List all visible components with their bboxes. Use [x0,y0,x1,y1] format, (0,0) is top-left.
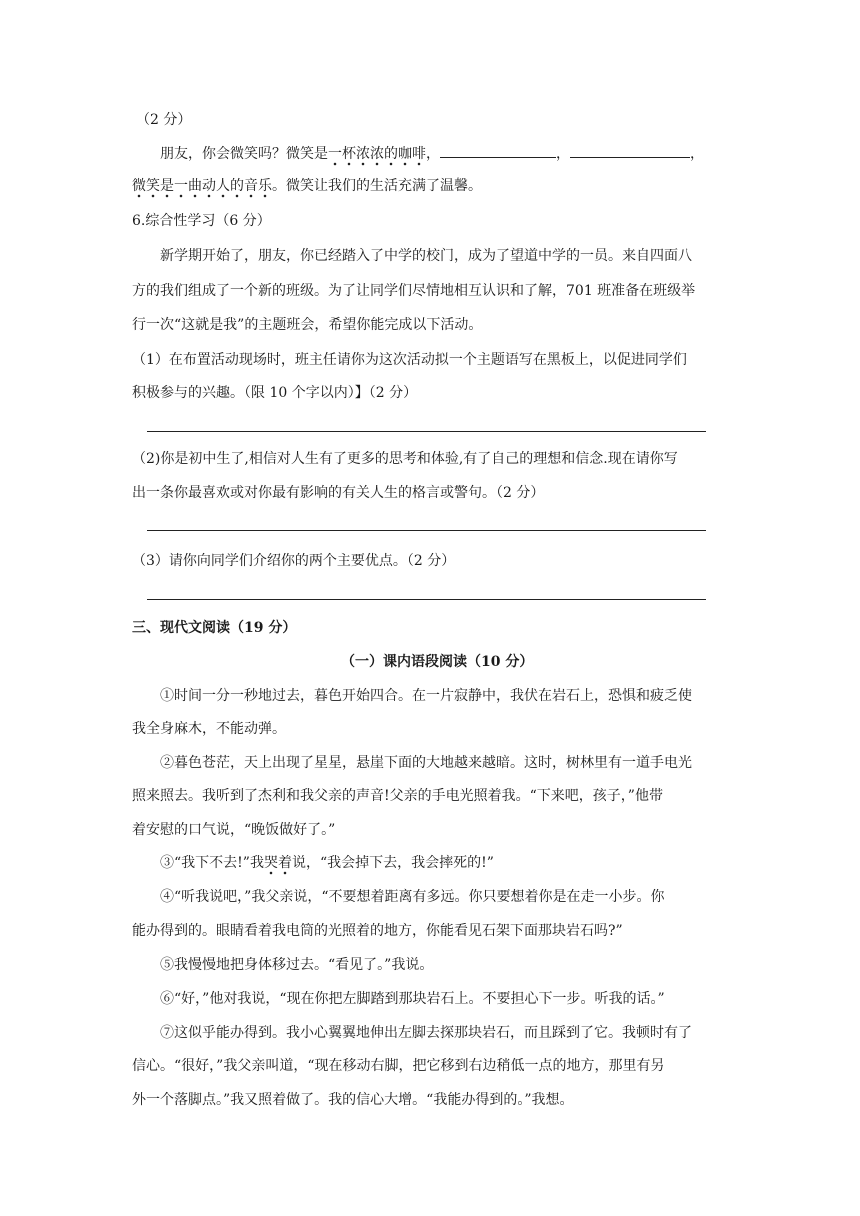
emphasized-text: 微笑是一曲动人的音乐 [132,178,272,199]
text: ③“我下不去!”我 [160,855,264,871]
reading-line: 能办得到的。眼睛看着我电筒的光照着的地方，你能看见石架下面那块岩石吗?” [132,923,623,939]
reading-line: ⑤我慢慢地把身体移过去。“看见了。”我说。 [160,957,434,973]
question-score: （2 分） [136,112,192,128]
paragraph-line: 新学期开始了，朋友，你已经踏入了中学的校门，成为了望道中学的一员。来自四面八 [160,248,692,264]
reading-line: ②暮色苍茫，天上出现了星星，悬崖下面的大地越来越暗。这时，树林里有一道手电光 [160,755,692,771]
reading-line [160,853,494,873]
reading-line: ①时间一分一秒地过去，暮色开始四合。在一片寂静中，我伏在岩石上，恐惧和疲乏使 [160,688,692,704]
text: ， [426,146,440,162]
emphasized-text: 一杯浓浓的咖啡 [328,146,426,167]
reading-line: 着安慰的口气说，“晚饭做好了。” [132,822,336,838]
imitation-sentence-line1: 朋友，你会微笑吗？微笑是一杯浓浓的咖啡， ， ， [160,143,704,164]
subsection-title: （一）课内语段阅读（10 分） [341,654,534,670]
answer-blank[interactable] [440,143,556,158]
emphasized-text: 哭着 [264,855,292,876]
text: 。微笑让我们的生活充满了温馨。 [272,178,482,194]
reading-line: 我全身麻木，不能动弹。 [132,721,286,737]
reading-line: 信心。“很好，”我父亲叫道，“现在移动右脚，把它移到右边稍低一点的地方，那里有另 [132,1058,665,1074]
text: ， [556,146,570,162]
answer-line[interactable] [147,530,706,531]
text: 说，“我会掉下去，我会摔死的!” [291,855,494,871]
answer-line[interactable] [147,599,706,600]
question-2: （2)你是初中生了,相信对人生有了更多的思考和体验,有了自己的理想和信念.现在请你写 [132,451,678,467]
question-1-cont: 积极参与的兴趣。（限 10 个字以内）】（2 分） [132,385,418,401]
paragraph-line: 行一次“这就是我”的主题班会，希望你能完成以下活动。 [132,317,483,333]
imitation-sentence-line2 [132,176,482,196]
answer-blank[interactable] [570,143,690,158]
question-2-cont: 出一条你最喜欢或对你最有影响的有关人生的格言或警句。（2 分） [132,485,545,501]
reading-line: ⑦这似乎能办得到。我小心翼翼地伸出左脚去探那块岩石，而且踩到了它。我顿时有了 [160,1025,692,1041]
question-3: （3）请你向同学们介绍你的两个主要优点。（2 分） [132,553,456,569]
reading-line: 外一个落脚点。”我又照着做了。我的信心大增。“我能办得到的。”我想。 [132,1092,574,1108]
question-1: （1）在布置活动现场时，班主任请你为这次活动拟一个主题语写在黑板上，以促进同学们 [132,352,687,368]
section-title: 三、现代文阅读（19 分） [132,620,297,636]
paragraph-line: 方的我们组成了一个新的班级。为了让同学们尽情地相互认识和了解，701 班准备在班级举 [132,283,696,299]
reading-line: 照来照去。我听到了杰利和我父亲的声音!父亲的手电光照着我。“下来吧，孩子，”他带 [132,788,663,804]
answer-line[interactable] [147,431,706,432]
reading-line: ④“听我说吧，”我父亲说，“不要想着距离有多远。你只要想着你是在走一小步。你 [160,889,665,905]
reading-line: ⑥“好，”他对我说，“现在你把左脚踏到那块岩石上。不要担心下一步。听我的话。” [160,991,665,1007]
section-heading: 6.综合性学习（6 分） [132,213,271,229]
text: 朋友，你会微笑吗？微笑是 [160,146,328,162]
